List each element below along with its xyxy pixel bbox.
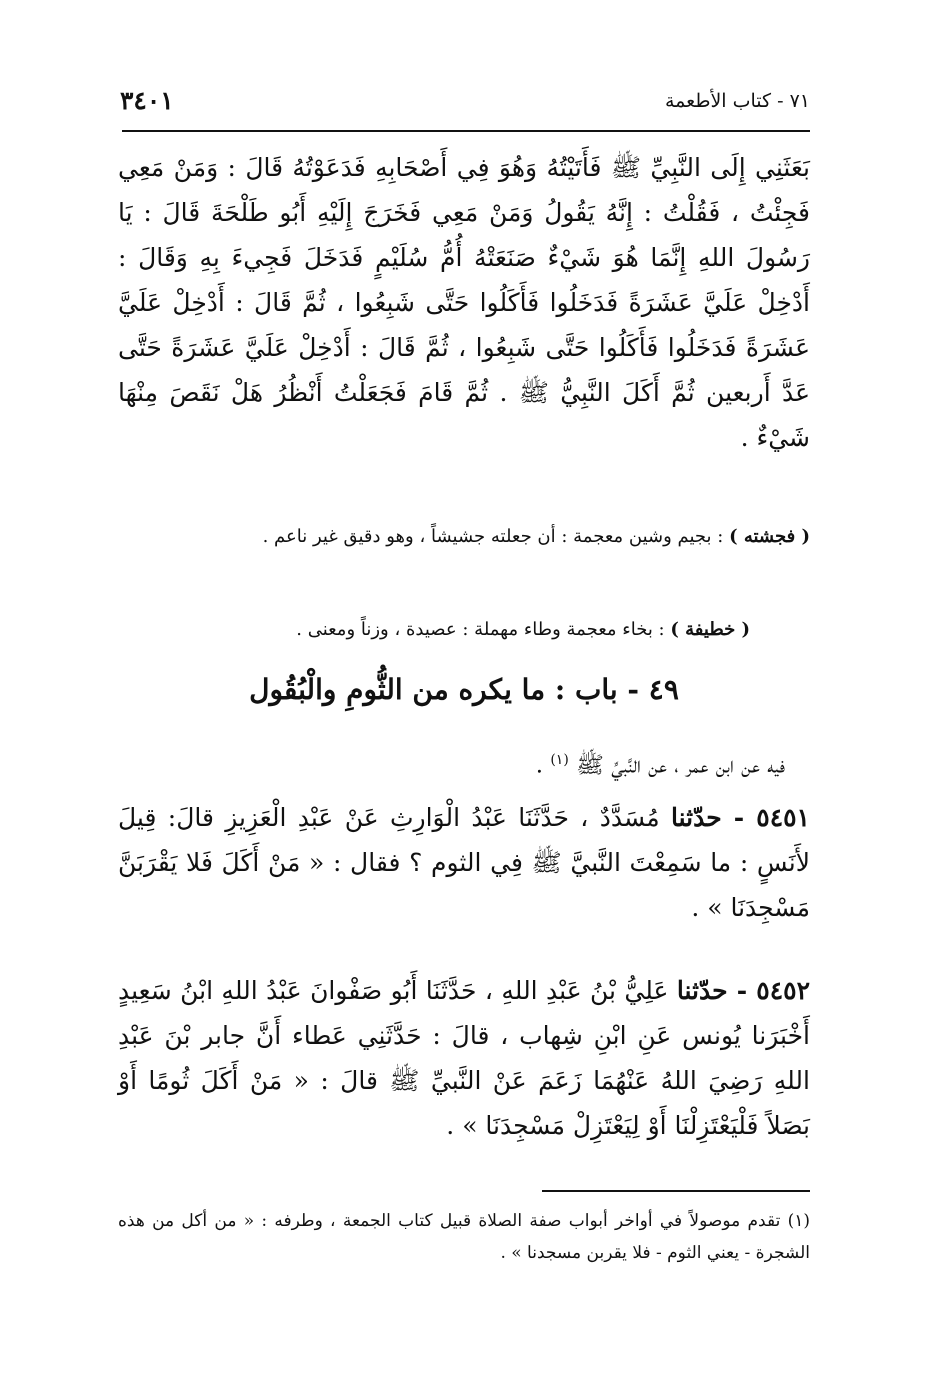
- main-paragraph: بَعَثَنِي إِلَى النَّبِيِّ ﷺ فَأَتَيْتُهُ وَهُوَ فِي أَصْحَابِهِ فَدَعَوْتُهُ قَالَ : وَمَنْ مَعِي فَجِئْتُ ، فَقُلْتُ : إِنَّهُ يَقُولُ وَمَنْ مَعِي فَخَرَجَ إِلَيْهِ أَبُو طَلْحَةَ قَالَ : يَا رَسُولَ اللهِ إِنَّمَا هُوَ شَيْءٌ صَنَعَتْهُ أُمُّ سُلَيْمٍ فَدَخَلَ فَجِيءَ بِهِ وَقَالَ : أَدْخِلْ عَلَيَّ عَشَرَةً فَدَخَلُوا فَأَكَلُوا حَتَّى شَبِعُوا ، ثُمَّ قَالَ : أَدْخِلْ عَلَيَّ عَشَرَةً فَدَخَلُوا فَأَكَلُوا حَتَّى شَبِعُوا ، ثُمَّ قَالَ : أَدْخِلْ عَلَيَّ عَشَرَةً حَتَّى عَدَّ أَربعين ثُمَّ أَكَلَ النَّبِيُّ ﷺ . ثُمَّ قَامَ فَجَعَلْتُ أَنْظُرُ هَلْ نَقَصَ مِنْهَا شَيْءٌ .: [118, 153, 810, 452]
- footnote-reference[interactable]: (١): [550, 752, 569, 768]
- gloss-text: : بجيم وشين معجمة : أن جعلته جشيشاً ، وهو دقيق غير ناعم .: [262, 526, 730, 547]
- page-header: [120, 86, 810, 126]
- gloss-term: ( خطيفة ): [670, 619, 750, 640]
- hadith-5451: [118, 795, 810, 930]
- hadith-text: مُسَدَّدٌ ، حَدَّثَنَا عَبْدُ الْوَارِثِ عَنْ عَبْدِ الْعَزِيزِ قالَ: قِيلَ لأَنَسٍ : ما سَمِعْتَ النَّبيَّ ﷺ فِي الثوم ؟ فقال : « مَنْ أَكَلَ فَلا يَقْرَبَنَّ مَسْجِدَنَا » .: [118, 803, 810, 922]
- running-chapter-title: ٧١ - كتاب الأطعمة: [665, 90, 810, 112]
- header-rule: [122, 130, 810, 132]
- intro-tail: .: [535, 752, 551, 779]
- main-text-block: [118, 145, 810, 460]
- hadith-number-lead: ٥٤٥١ - حدّثنا: [671, 803, 810, 832]
- hadith-5452: [118, 968, 810, 1148]
- gloss-text: : بخاء معجمة وطاء مهملة : عصيدة ، وزناً ومعنى .: [296, 619, 671, 640]
- footnote: (١) تقدم موصولاً في أواخر أبواب صفة الصلاة قبيل كتاب الجمعة ، وطرفه : « من أكل من هذه الشجرة - يعني الثوم - فلا يقربن مسجدنا » .: [118, 1211, 810, 1263]
- gloss-note: [118, 615, 810, 645]
- gloss-term: ( فجشته ): [729, 526, 810, 547]
- gloss-note: [118, 522, 810, 552]
- chapter-intro: [118, 740, 810, 786]
- footnote-rule: [542, 1190, 810, 1192]
- hadith-number-lead: ٥٤٥٢ - حدّثنا: [676, 976, 810, 1005]
- chapter-heading: ٤٩ - باب : ما يكره من الثُّومِ والْبُقُول: [249, 673, 679, 706]
- hadith-text: عَلِيُّ بْنُ عَبْدِ اللهِ ، حَدَّثَنَا أَبُو صَفْوانَ عَبْدُ اللهِ ابْنُ سَعِيدٍ أَخْبَرَنا يُونس عَنِ ابْنِ شِهاب ، قالَ : حَدَّثَنِي عَطاء أَنَّ جابر بْنَ عَبْدِ اللهِ رَضِيَ اللهُ عَنْهُمَا زَعَمَ عَنْ النَّبيِّ ﷺ قالَ : « مَنْ أَكَلَ ثُومًا أَوْ بَصَلاً فَلْيَعْتَزِلْنَا أَوْ لِيَعْتَزِلْ مَسْجِدَنَا » .: [118, 976, 810, 1140]
- intro-text: فيه عن ابن عمر ، عن النَّبيِّ ﷺ: [576, 752, 785, 779]
- page-number: ٣٤٠١: [120, 86, 174, 115]
